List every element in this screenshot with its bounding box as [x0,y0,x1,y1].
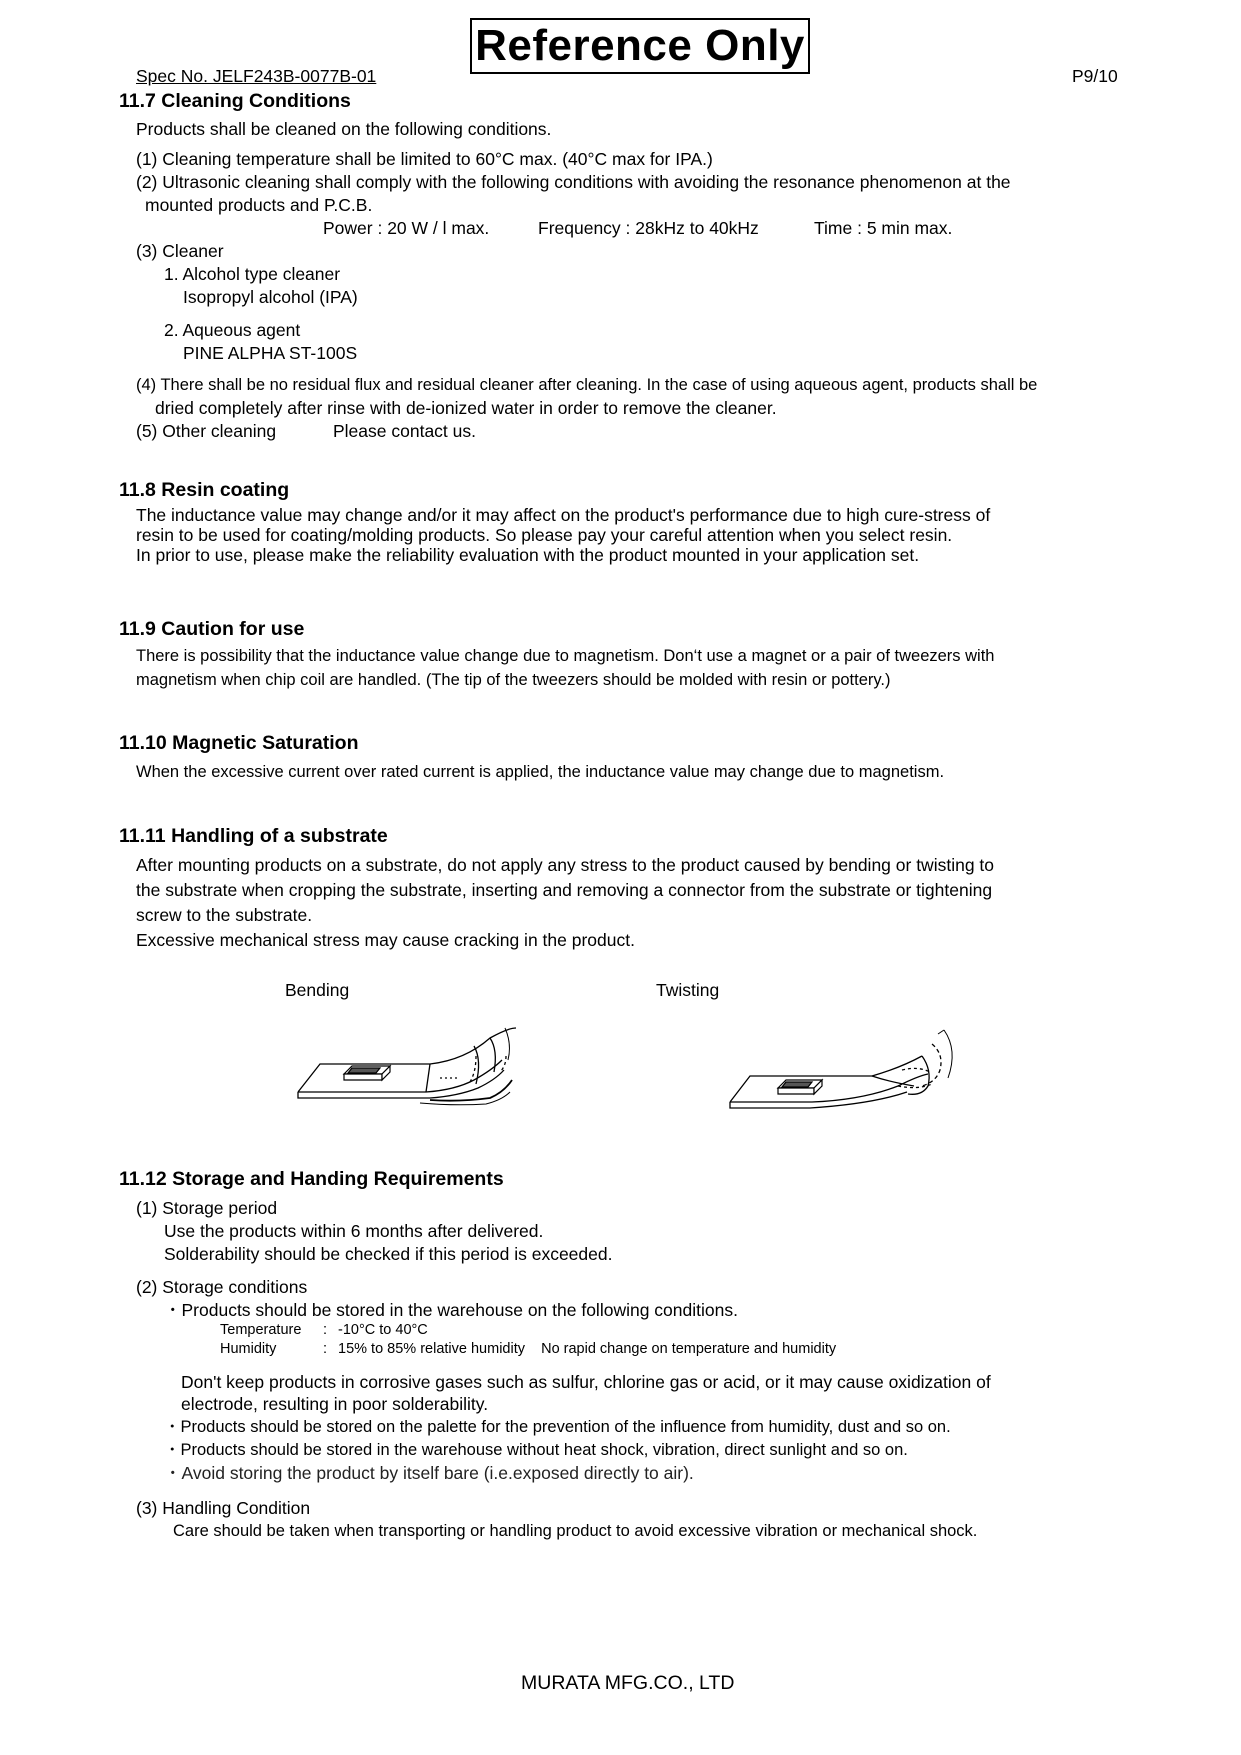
temperature-separator: : [323,1322,328,1338]
resin-line-1: The inductance value may change and/or it may affect on the product's performance due to high cure-stress of [136,505,991,525]
cleaning-item-4-cont: dried completely after rinse with de-ionized water in order to remove the cleaner. [155,398,777,418]
section-title-11-10: 11.10 Magnetic Saturation [119,732,359,754]
cleaning-item-2-cont: mounted products and P.C.B. [145,195,373,215]
cleaning-item-1: (1) Cleaning temperature shall be limited to 60°C max. (40°C max for IPA.) [136,149,713,169]
storage-item-1-line-a: Use the products within 6 months after delivered. [164,1221,544,1241]
cleaning-item-3: (3) Cleaner [136,241,224,261]
page-number: P9/10 [1072,66,1118,86]
ultrasonic-frequency: Frequency : 28kHz to 40kHz [538,218,759,238]
humidity-separator: : [323,1341,328,1357]
corrosive-gas-warning-cont: electrode, resulting in poor solderability. [181,1394,489,1414]
temperature-label: Temperature [220,1322,302,1338]
temperature-value: -10°C to 40°C [338,1322,428,1338]
cleaner-2-value: PINE ALPHA ST-100S [183,343,358,363]
corrosive-gas-warning: Don't keep products in corrosive gases such as sulfur, chlorine gas or acid, or it may cause oxidization of [181,1372,991,1392]
cleaning-item-4: (4) There shall be no residual flux and residual cleaner after cleaning. In the case of using aqueous agent, products shall be [136,376,1038,394]
section-title-11-7: 11.7 Cleaning Conditions [119,90,351,112]
spec-number: Spec No. JELF243B-0077B-01 [136,66,377,86]
storage-condition-bullet: ・Products should be stored in the warehouse on the following conditions. [164,1300,738,1320]
ultrasonic-power: Power : 20 W / l max. [323,218,490,238]
storage-bare-bullet: ・Avoid storing the product by itself bare (i.e.exposed directly to air). [164,1463,694,1483]
caution-line-2: magnetism when chip coil are handled. (The tip of the tweezers should be molded with resin or pottery.) [136,671,891,689]
cleaner-1-value: Isopropyl alcohol (IPA) [183,287,358,307]
section-title-11-12: 11.12 Storage and Handing Requirements [119,1168,504,1190]
humidity-label: Humidity [220,1341,277,1357]
storage-item-3: (3) Handling Condition [136,1498,311,1518]
substrate-line-2: the substrate when cropping the substrate, inserting and removing a connector from the substrate or tightening [136,880,993,900]
cleaning-intro: Products shall be cleaned on the following conditions. [136,119,552,139]
twisting-illustration [722,1020,962,1120]
twisting-label: Twisting [656,980,720,1000]
caution-line-1: There is possibility that the inductance value change due to magnetism. Don‘t use a magnet or a pair of tweezers with [136,647,995,665]
storage-item-1-line-b: Solderability should be checked if this period is exceeded. [164,1244,613,1264]
ultrasonic-time: Time : 5 min max. [814,218,953,238]
bending-label: Bending [285,980,350,1000]
section-title-11-9: 11.9 Caution for use [119,618,305,640]
substrate-line-4: Excessive mechanical stress may cause cracking in the product. [136,930,635,950]
bending-illustration [290,1020,530,1120]
cleaner-2: 2. Aqueous agent [164,320,301,340]
resin-line-3: In prior to use, please make the reliability evaluation with the product mounted in your application set. [136,545,920,565]
humidity-value: 15% to 85% relative humidity No rapid change on temperature and humidity [338,1341,837,1357]
storage-palette-bullet: ・Products should be stored on the palette for the prevention of the influence from humidity, dust and so on. [164,1418,951,1436]
cleaning-item-2: (2) Ultrasonic cleaning shall comply with the following conditions with avoiding the resonance phenomenon at the [136,172,1011,192]
cleaning-item-5: (5) Other cleaning [136,421,277,441]
section-title-11-8: 11.8 Resin coating [119,479,290,501]
cleaner-1: 1. Alcohol type cleaner [164,264,341,284]
resin-line-2: resin to be used for coating/molding products. So please pay your careful attention when you select resin. [136,525,953,545]
handling-condition-text: Care should be taken when transporting or handling product to avoid excessive vibration or mechanical shock. [173,1522,978,1540]
substrate-line-3: screw to the substrate. [136,905,313,925]
storage-item-1: (1) Storage period [136,1198,278,1218]
saturation-line-1: When the excessive current over rated current is applied, the inductance value may change due to magnetism. [136,763,945,781]
cleaning-item-5-value: Please contact us. [333,421,476,441]
storage-item-2: (2) Storage conditions [136,1277,308,1297]
storage-warehouse-bullet: ・Products should be stored in the warehouse without heat shock, vibration, direct sunlight and so on. [164,1441,908,1459]
footer-company: MURATA MFG.CO., LTD [521,1672,735,1694]
reference-only-stamp: Reference Only [470,18,810,74]
substrate-line-1: After mounting products on a substrate, do not apply any stress to the product caused by bending or twisting to [136,855,995,875]
section-title-11-11: 11.11 Handling of a substrate [119,825,388,847]
